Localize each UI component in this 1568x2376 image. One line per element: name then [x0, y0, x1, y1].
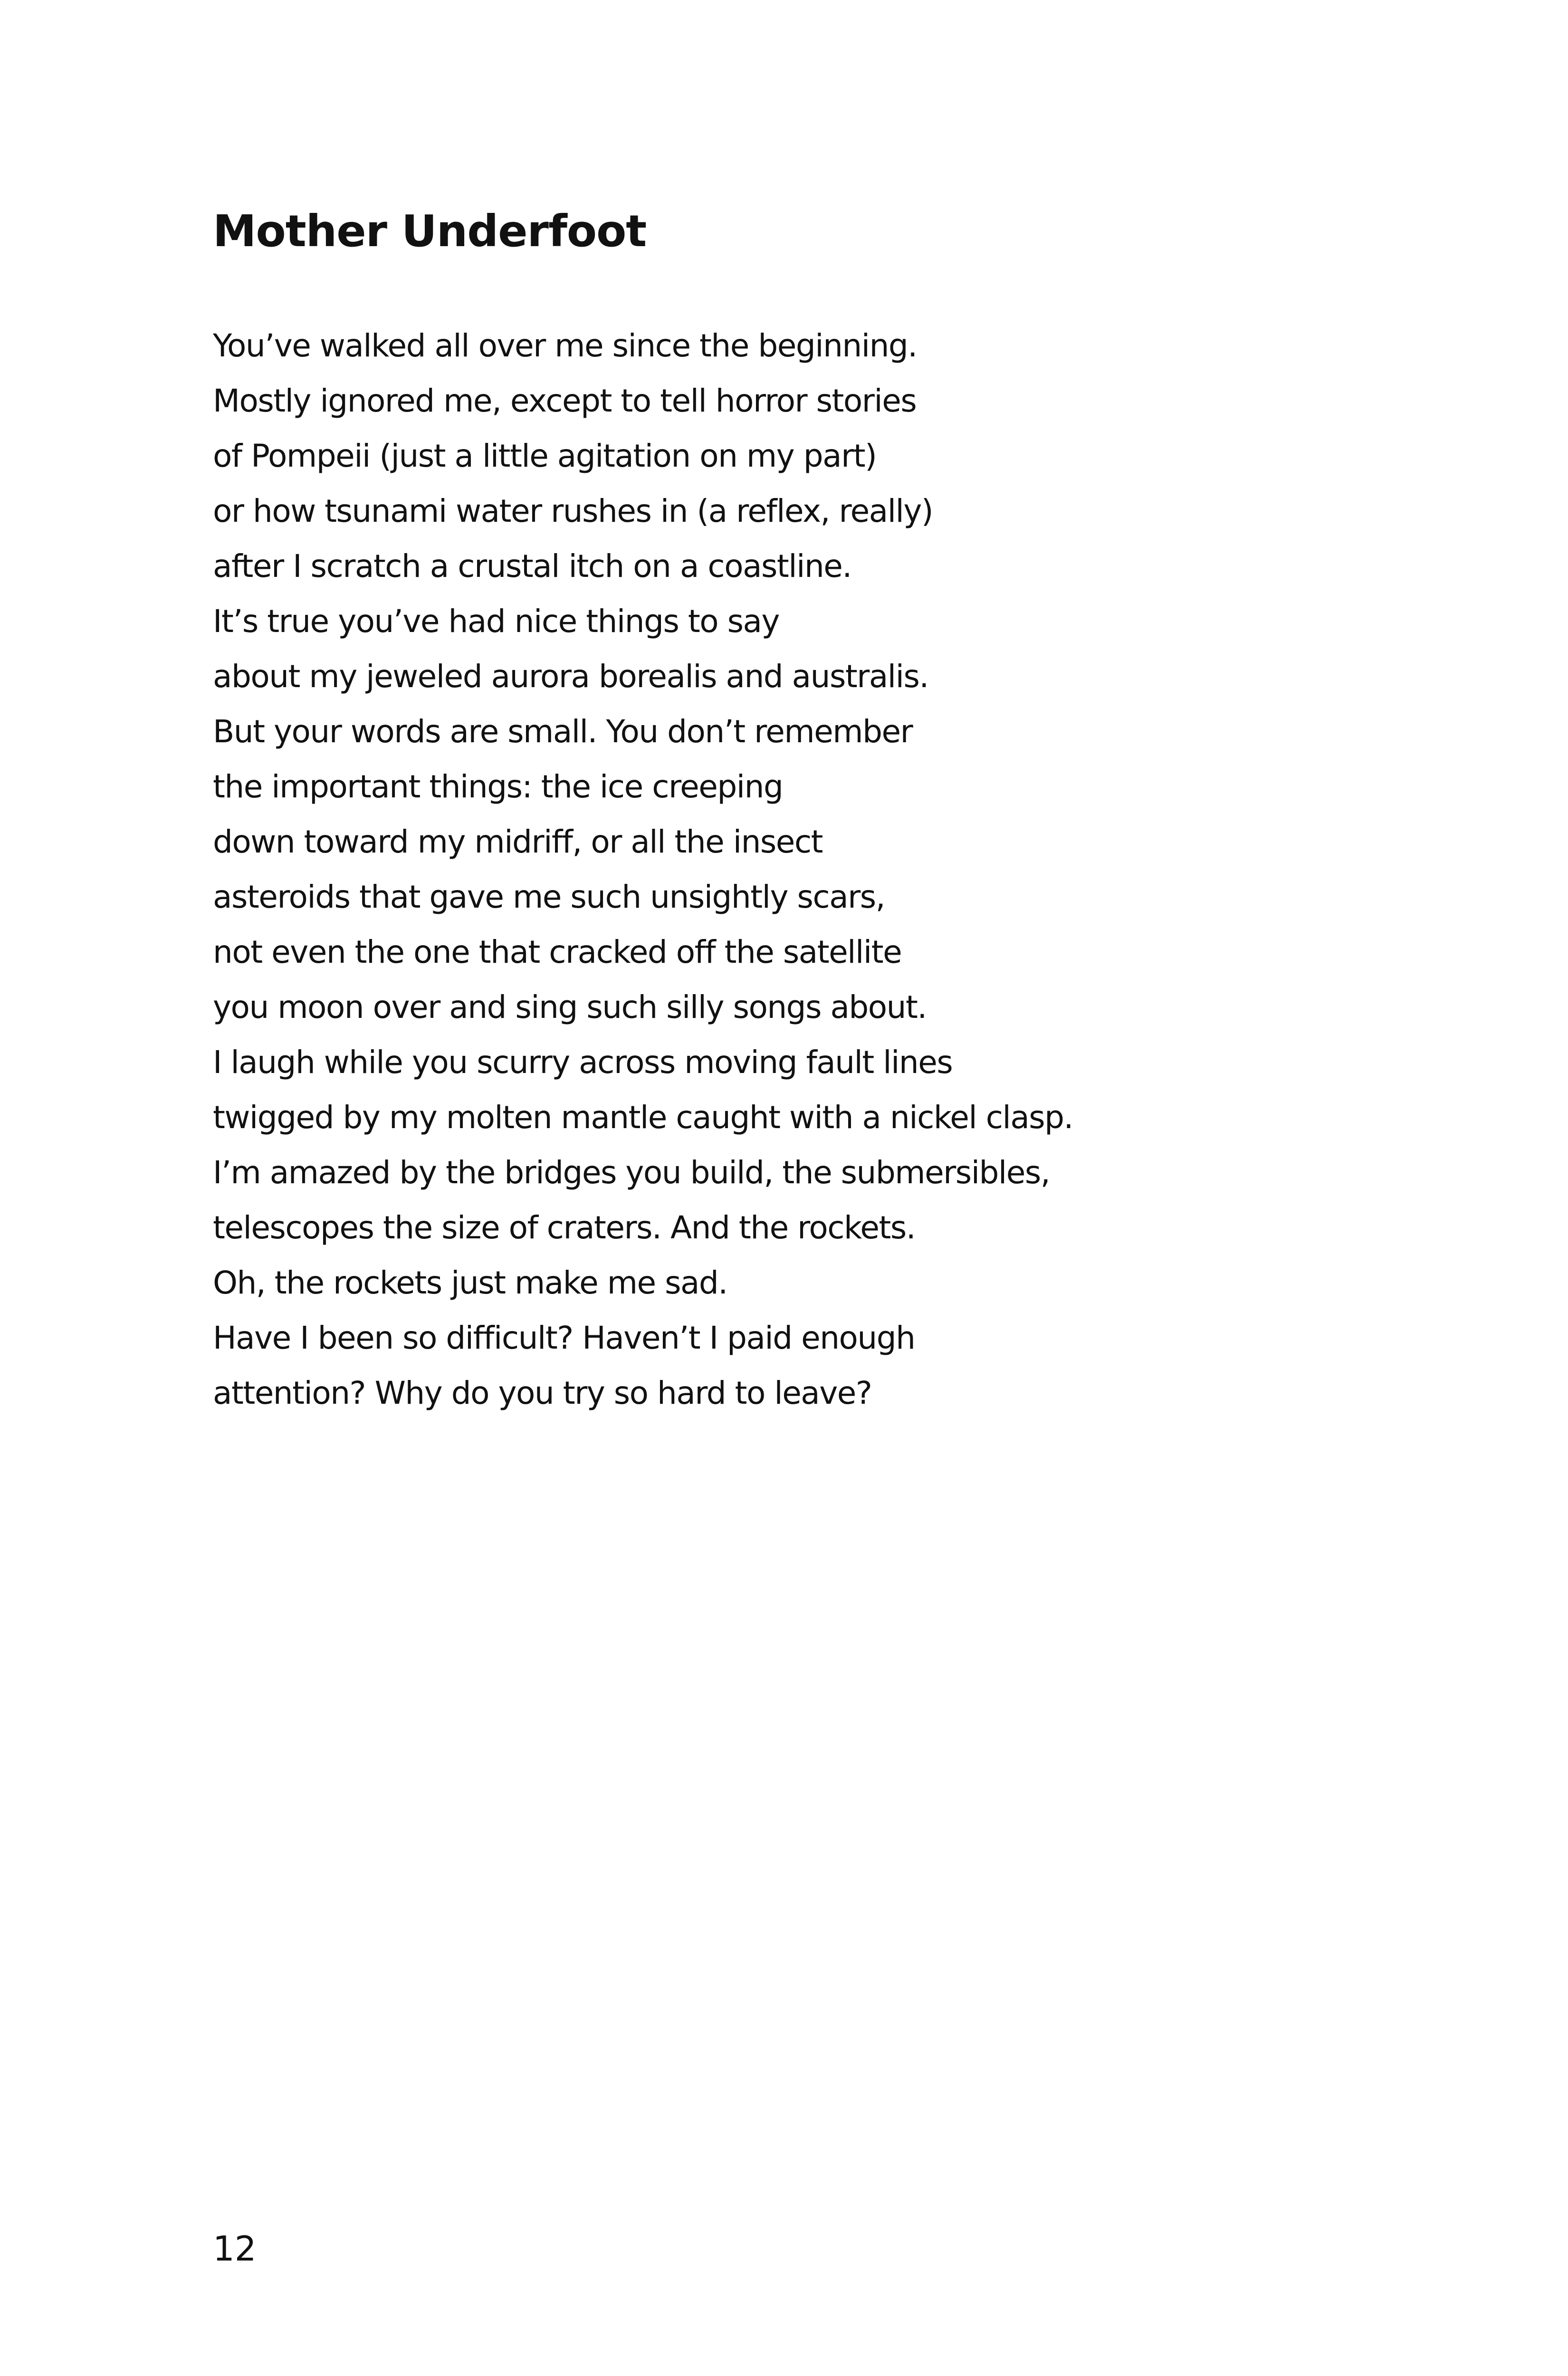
poem-line: I laugh while you scurry across moving fault lines [213, 1044, 953, 1081]
poem-line: after I scratch a crustal itch on a coastline. [213, 548, 851, 584]
poem-line: about my jeweled aurora borealis and australis. [213, 658, 928, 695]
poem-line: or how tsunami water rushes in (a reflex, really) [213, 493, 933, 529]
poem-line: down toward my midriff, or all the insect [213, 824, 823, 860]
page-number: 12 [213, 2229, 257, 2269]
poem-line: Oh, the rockets just make me sad. [213, 1265, 727, 1301]
poem-line: telescopes the size of craters. And the rockets. [213, 1209, 916, 1246]
poem-line: You’ve walked all over me since the beginning. [213, 327, 917, 364]
poem-line: the important things: the ice creeping [213, 768, 783, 805]
poem-line: But your words are small. You don’t remember [213, 713, 913, 750]
poem-line: asteroids that gave me such unsightly scars, [213, 879, 885, 915]
poem-body [213, 318, 1073, 1421]
poem-line: Mostly ignored me, except to tell horror stories [213, 383, 917, 419]
poem-line: not even the one that cracked off the satellite [213, 934, 902, 970]
poem-line: twigged by my molten mantle caught with a nickel clasp. [213, 1099, 1073, 1136]
poem-title: Mother Underfoot [213, 206, 647, 257]
poem-line: attention? Why do you try so hard to leave? [213, 1375, 872, 1411]
poem-line: you moon over and sing such silly songs about. [213, 989, 927, 1025]
poem-line: of Pompeii (just a little agitation on my part) [213, 438, 877, 474]
poem-line: Have I been so difficult? Haven’t I paid enough [213, 1320, 915, 1356]
poem-line: It’s true you’ve had nice things to say [213, 603, 779, 640]
poem-line: I’m amazed by the bridges you build, the submersibles, [213, 1154, 1050, 1191]
